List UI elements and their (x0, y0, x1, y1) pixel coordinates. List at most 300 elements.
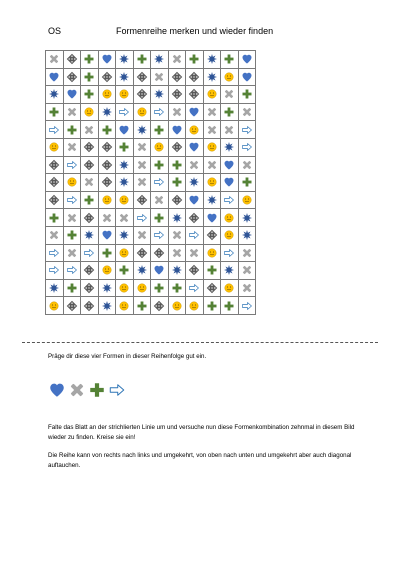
grid-cell (46, 138, 64, 156)
grid-cell (116, 209, 134, 227)
grey-cross-icon (204, 106, 221, 118)
grid-cell (186, 51, 204, 69)
grid-cell (63, 103, 81, 121)
blue-heart-icon (48, 381, 66, 404)
grid-cell (168, 51, 186, 69)
blue-star-icon (81, 229, 98, 241)
grid-cell (63, 279, 81, 297)
outline-arrow-icon (81, 247, 98, 259)
grid-cell (238, 262, 256, 280)
grey-cross-icon (64, 247, 81, 259)
green-plus-icon (239, 88, 256, 100)
smiley-icon (116, 88, 133, 100)
grid-cell (63, 191, 81, 209)
grid-cell (133, 279, 151, 297)
arrow-diamond-icon (169, 141, 186, 153)
green-plus-icon (88, 381, 106, 404)
blue-heart-icon (64, 88, 81, 100)
grey-cross-icon (46, 229, 63, 241)
arrow-diamond-icon (81, 159, 98, 171)
grid-cell (98, 174, 116, 192)
smiley-icon (186, 300, 203, 312)
grey-cross-icon (204, 124, 221, 136)
arrow-diamond-icon (64, 71, 81, 83)
grid-cell (151, 297, 169, 315)
grey-cross-icon (64, 141, 81, 153)
green-plus-icon (46, 106, 63, 118)
instruction-paragraph-1: Falte das Blatt an der strichlierten Linie um und versuche nun diese Formenkombination zehnmal in diesem Bild wieder zu finden. Kreise sie ein! (48, 424, 355, 441)
grid-row (46, 51, 256, 69)
grid-cell (63, 209, 81, 227)
blue-star-icon (169, 264, 186, 276)
smiley-icon (46, 141, 63, 153)
grid-cell (203, 138, 221, 156)
green-plus-icon (116, 264, 133, 276)
outline-arrow-icon (239, 300, 256, 312)
outline-arrow-icon (46, 247, 63, 259)
grid-cell (63, 156, 81, 174)
smiley-icon (116, 282, 133, 294)
smiley-icon (186, 124, 203, 136)
grid-cell (98, 138, 116, 156)
grid-cell (81, 51, 99, 69)
outline-arrow-icon (116, 106, 133, 118)
grid-cell (203, 121, 221, 139)
grey-cross-icon (186, 159, 203, 171)
grid-cell (133, 209, 151, 227)
grey-cross-icon (221, 124, 238, 136)
grid-row (46, 121, 256, 139)
grid-cell (98, 262, 116, 280)
blue-star-icon (46, 88, 63, 100)
grid-cell (186, 68, 204, 86)
grid-cell (116, 68, 134, 86)
grid-cell (203, 297, 221, 315)
green-plus-icon (46, 212, 63, 224)
grid-cell (151, 121, 169, 139)
grey-cross-icon (151, 71, 168, 83)
grid-cell (133, 121, 151, 139)
grid-cell (81, 297, 99, 315)
blue-star-icon (99, 106, 116, 118)
grid-cell (116, 279, 134, 297)
arrow-diamond-icon (186, 212, 203, 224)
blue-star-icon (99, 282, 116, 294)
grid-cell (63, 51, 81, 69)
green-plus-icon (151, 124, 168, 136)
grid-cell (203, 244, 221, 262)
blue-heart-icon (239, 71, 256, 83)
smiley-icon (221, 282, 238, 294)
grid-cell (203, 262, 221, 280)
blue-star-icon (116, 176, 133, 188)
grid-cell (63, 244, 81, 262)
grey-cross-icon (68, 381, 86, 404)
green-plus-icon (151, 282, 168, 294)
grid-cell (151, 138, 169, 156)
blue-heart-icon (186, 194, 203, 206)
grid-cell (46, 156, 64, 174)
grid-cell (98, 209, 116, 227)
grid-cell (221, 209, 239, 227)
grid-cell (203, 209, 221, 227)
grid-cell (221, 174, 239, 192)
grid-cell (151, 68, 169, 86)
arrow-diamond-icon (46, 176, 63, 188)
grid-cell (186, 191, 204, 209)
arrow-diamond-icon (151, 247, 168, 259)
grid-cell (46, 68, 64, 86)
grid-cell (46, 121, 64, 139)
grid-cell (151, 279, 169, 297)
grid-row (46, 103, 256, 121)
grid-cell (151, 209, 169, 227)
grid-cell (98, 191, 116, 209)
smiley-icon (239, 194, 256, 206)
arrow-diamond-icon (81, 300, 98, 312)
grid-cell (98, 297, 116, 315)
grid-cell (133, 68, 151, 86)
grid-cell (116, 138, 134, 156)
green-plus-icon (81, 88, 98, 100)
arrow-diamond-icon (134, 247, 151, 259)
grid-cell (203, 68, 221, 86)
instruction-paragraph-2: Die Reihe kann von rechts nach links und umgekehrt, von oben nach unten und umgekehrt aber auch diagonal auftauchen. (48, 452, 352, 469)
grey-cross-icon (204, 159, 221, 171)
green-plus-icon (81, 53, 98, 65)
blue-heart-icon (204, 212, 221, 224)
grid-cell (133, 174, 151, 192)
grid-cell (46, 262, 64, 280)
grey-cross-icon (99, 212, 116, 224)
blue-heart-icon (186, 141, 203, 153)
grid-cell (98, 121, 116, 139)
smiley-icon (221, 71, 238, 83)
grey-cross-icon (239, 282, 256, 294)
blue-heart-icon (99, 229, 116, 241)
grid-cell (116, 174, 134, 192)
grid-cell (81, 262, 99, 280)
intro-text: Präge dir diese vier Formen in dieser Reihenfolge gut ein. (48, 353, 207, 360)
grey-cross-icon (169, 247, 186, 259)
smiley-icon (99, 194, 116, 206)
grid-cell (238, 191, 256, 209)
grid-cell (81, 68, 99, 86)
grid-cell (238, 86, 256, 104)
arrow-diamond-icon (169, 71, 186, 83)
arrow-diamond-icon (134, 88, 151, 100)
green-plus-icon (151, 212, 168, 224)
grid-cell (168, 279, 186, 297)
grid-cell (98, 86, 116, 104)
grid-cell (46, 103, 64, 121)
grid-cell (203, 51, 221, 69)
grid-cell (151, 191, 169, 209)
grid-cell (221, 51, 239, 69)
smiley-icon (204, 176, 221, 188)
grid-cell (151, 262, 169, 280)
grid-cell (238, 121, 256, 139)
grid-cell (63, 68, 81, 86)
outline-arrow-icon (108, 381, 126, 404)
grid-row (46, 226, 256, 244)
smiley-icon (116, 194, 133, 206)
grid-cell (46, 297, 64, 315)
green-plus-icon (99, 247, 116, 259)
grid-cell (46, 86, 64, 104)
smiley-icon (204, 88, 221, 100)
grid-cell (81, 138, 99, 156)
blue-star-icon (151, 53, 168, 65)
outline-arrow-icon (239, 124, 256, 136)
grid-cell (221, 103, 239, 121)
grid-cell (63, 174, 81, 192)
grid-row (46, 279, 256, 297)
grid-row (46, 191, 256, 209)
grey-cross-icon (169, 106, 186, 118)
grid-cell (116, 297, 134, 315)
grid-cell (186, 297, 204, 315)
grey-cross-icon (151, 194, 168, 206)
grid-cell (46, 191, 64, 209)
grid-cell (46, 209, 64, 227)
grid-row (46, 86, 256, 104)
grid-cell (98, 103, 116, 121)
outline-arrow-icon (64, 194, 81, 206)
grid-cell (151, 103, 169, 121)
outline-arrow-icon (46, 264, 63, 276)
grid-cell (98, 68, 116, 86)
grey-cross-icon (64, 106, 81, 118)
blue-star-icon (116, 159, 133, 171)
green-plus-icon (204, 300, 221, 312)
grid-cell (133, 262, 151, 280)
grid-cell (81, 86, 99, 104)
grid-cell (151, 226, 169, 244)
grid-cell (168, 209, 186, 227)
grid-cell (63, 121, 81, 139)
green-plus-icon (151, 159, 168, 171)
grid-cell (133, 138, 151, 156)
grey-cross-icon (239, 106, 256, 118)
grid-cell (238, 297, 256, 315)
blue-star-icon (204, 71, 221, 83)
green-plus-icon (169, 176, 186, 188)
grid-cell (203, 174, 221, 192)
blue-star-icon (169, 212, 186, 224)
page-title: Formenreihe merken und wieder finden (116, 26, 274, 36)
outline-arrow-icon (46, 124, 63, 136)
grid-cell (221, 226, 239, 244)
grid-cell (168, 191, 186, 209)
blue-heart-icon (116, 124, 133, 136)
blue-heart-icon (99, 53, 116, 65)
grid-cell (168, 121, 186, 139)
grid-cell (168, 297, 186, 315)
green-plus-icon (221, 53, 238, 65)
grid-cell (168, 226, 186, 244)
grid-cell (98, 156, 116, 174)
green-plus-icon (169, 282, 186, 294)
green-plus-icon (64, 282, 81, 294)
grid-cell (221, 262, 239, 280)
green-plus-icon (134, 300, 151, 312)
blue-star-icon (204, 53, 221, 65)
grid-cell (98, 51, 116, 69)
grid-cell (221, 297, 239, 315)
green-plus-icon (221, 300, 238, 312)
grid-cell (81, 209, 99, 227)
blue-star-icon (116, 229, 133, 241)
grid-cell (203, 86, 221, 104)
arrow-diamond-icon (99, 71, 116, 83)
grid-cell (81, 174, 99, 192)
grid-cell (116, 121, 134, 139)
grey-cross-icon (46, 53, 63, 65)
grid-cell (46, 51, 64, 69)
grid-cell (116, 103, 134, 121)
grid-cell (186, 226, 204, 244)
green-plus-icon (81, 71, 98, 83)
arrow-diamond-icon (134, 71, 151, 83)
blue-star-icon (151, 88, 168, 100)
grid-cell (98, 244, 116, 262)
grid-cell (133, 51, 151, 69)
blue-star-icon (134, 264, 151, 276)
outline-arrow-icon (64, 264, 81, 276)
arrow-diamond-icon (204, 229, 221, 241)
smiley-icon (134, 282, 151, 294)
grid-row (46, 244, 256, 262)
grid-row (46, 262, 256, 280)
grid-cell (46, 226, 64, 244)
grid-cell (81, 244, 99, 262)
blue-heart-icon (221, 159, 238, 171)
smiley-icon (64, 176, 81, 188)
grid-cell (203, 191, 221, 209)
grey-cross-icon (81, 124, 98, 136)
grey-cross-icon (64, 212, 81, 224)
grid-cell (63, 262, 81, 280)
grey-cross-icon (81, 176, 98, 188)
grid-cell (116, 226, 134, 244)
grid-row (46, 174, 256, 192)
green-plus-icon (64, 229, 81, 241)
grid-cell (221, 279, 239, 297)
smiley-icon (169, 300, 186, 312)
blue-heart-icon (186, 106, 203, 118)
green-plus-icon (186, 53, 203, 65)
smiley-icon (204, 247, 221, 259)
smiley-icon (99, 264, 116, 276)
grid-cell (186, 244, 204, 262)
blue-heart-icon (239, 53, 256, 65)
blue-star-icon (99, 300, 116, 312)
grid-cell (186, 174, 204, 192)
smiley-icon (151, 141, 168, 153)
grid-cell (98, 279, 116, 297)
grid-cell (221, 244, 239, 262)
smiley-icon (81, 106, 98, 118)
grid-cell (238, 174, 256, 192)
grid-cell (133, 297, 151, 315)
grid-cell (186, 138, 204, 156)
grid-cell (63, 138, 81, 156)
grid-row (46, 297, 256, 315)
smiley-icon (204, 141, 221, 153)
arrow-diamond-icon (46, 194, 63, 206)
grid-cell (98, 226, 116, 244)
outline-arrow-icon (151, 106, 168, 118)
grey-cross-icon (134, 141, 151, 153)
grid-cell (81, 121, 99, 139)
green-plus-icon (64, 124, 81, 136)
grey-cross-icon (169, 53, 186, 65)
grey-cross-icon (116, 212, 133, 224)
grid-cell (221, 121, 239, 139)
arrow-diamond-icon (151, 300, 168, 312)
grey-cross-icon (134, 176, 151, 188)
blue-star-icon (46, 282, 63, 294)
grid-cell (203, 279, 221, 297)
grid-cell (221, 191, 239, 209)
grid-cell (133, 191, 151, 209)
grey-cross-icon (169, 229, 186, 241)
arrow-diamond-icon (186, 264, 203, 276)
green-plus-icon (116, 141, 133, 153)
grid-cell (238, 51, 256, 69)
target-sequence (48, 381, 126, 404)
outline-arrow-icon (151, 176, 168, 188)
grid-cell (151, 51, 169, 69)
smiley-icon (221, 212, 238, 224)
grid-cell (168, 244, 186, 262)
arrow-diamond-icon (99, 159, 116, 171)
grid-cell (203, 103, 221, 121)
arrow-diamond-icon (81, 264, 98, 276)
arrow-diamond-icon (46, 159, 63, 171)
grid-cell (238, 103, 256, 121)
grid-cell (168, 174, 186, 192)
grid-cell (186, 121, 204, 139)
shape-grid (45, 50, 256, 315)
grid-cell (168, 86, 186, 104)
grid-cell (116, 244, 134, 262)
outline-arrow-icon (134, 212, 151, 224)
grid-cell (238, 244, 256, 262)
green-plus-icon (99, 124, 116, 136)
grid-cell (151, 86, 169, 104)
grid-cell (238, 68, 256, 86)
grid-cell (63, 226, 81, 244)
grey-cross-icon (134, 229, 151, 241)
arrow-diamond-icon (186, 88, 203, 100)
arrow-diamond-icon (81, 212, 98, 224)
smiley-icon (116, 247, 133, 259)
grey-cross-icon (221, 88, 238, 100)
grid-cell (168, 68, 186, 86)
grid-cell (133, 244, 151, 262)
grey-cross-icon (134, 159, 151, 171)
grid-cell (116, 51, 134, 69)
blue-star-icon (116, 53, 133, 65)
grid-cell (238, 226, 256, 244)
blue-heart-icon (221, 176, 238, 188)
grid-cell (63, 297, 81, 315)
grey-cross-icon (186, 247, 203, 259)
blue-heart-icon (169, 124, 186, 136)
arrow-diamond-icon (204, 282, 221, 294)
